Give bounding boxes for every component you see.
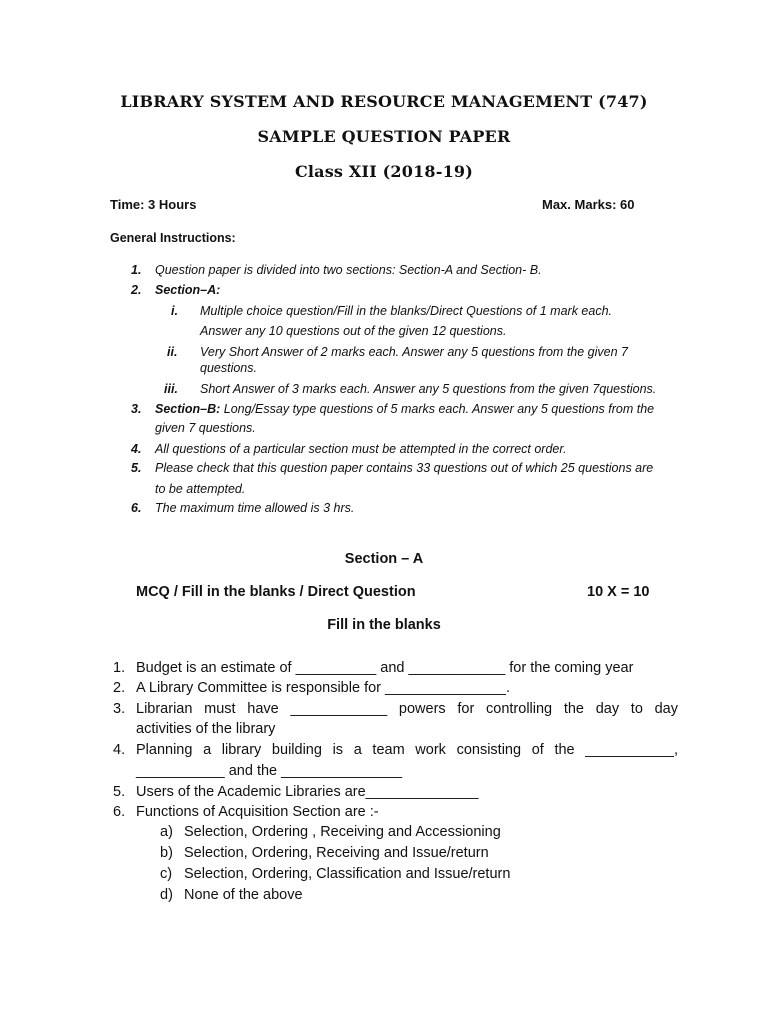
instruction-number: 2.	[131, 283, 142, 297]
instruction-text: given 7 questions.	[155, 421, 256, 435]
question-number: 6.	[113, 804, 126, 820]
instruction-text: to be attempted.	[155, 482, 246, 496]
instruction-text: Section–A:	[155, 283, 221, 297]
option-text: None of the above	[184, 887, 303, 903]
option-text: Selection, Ordering, Classification and Issue/return	[184, 866, 511, 882]
instructions-list	[0, 260, 768, 520]
paper-subtitle: SAMPLE QUESTION PAPER	[257, 127, 511, 146]
sub-instruction-text: Answer any 10 questions out of the given 12 questions.	[200, 324, 507, 338]
general-instructions-heading: General Instructions:	[110, 231, 236, 245]
instruction-number: 4.	[131, 442, 142, 456]
question-text: activities of the library	[136, 721, 276, 737]
sub-instruction-text: questions.	[200, 361, 257, 375]
question-text: Functions of Acquisition Section are :-	[136, 804, 379, 820]
section-subheading: MCQ / Fill in the blanks / Direct Question	[136, 584, 416, 600]
instruction-text: Please check that this question paper contains 33 questions out of which 25 questions are	[155, 461, 654, 475]
question-text: Budget is an estimate of __________ and ____________ for the coming year	[136, 660, 634, 676]
question-text: A Library Committee is responsible for _______________.	[136, 680, 511, 696]
max-marks-label: Max. Marks: 60	[542, 197, 635, 212]
option-label: c)	[160, 866, 173, 882]
option-text: Selection, Ordering, Receiving and Issue/return	[184, 845, 489, 861]
sub-instruction-text: Very Short Answer of 2 marks each. Answer any 5 questions from the given 7	[200, 345, 628, 359]
option-label: a)	[160, 824, 173, 840]
instruction-text: All questions of a particular section must be attempted in the correct order.	[155, 442, 567, 456]
instruction-number: 3.	[131, 402, 142, 416]
question-text: ___________ and the _______________	[136, 763, 403, 779]
instruction-bold: Section–B:	[155, 402, 221, 416]
sub-instruction-text: Multiple choice question/Fill in the blanks/Direct Questions of 1 mark each.	[200, 304, 612, 318]
instruction-text: The maximum time allowed is 3 hrs.	[155, 501, 355, 515]
sub-instruction-number: ii.	[167, 345, 178, 359]
question-number: 1.	[113, 660, 126, 676]
question-number: 2.	[113, 680, 126, 696]
question-number: 4.	[113, 742, 126, 758]
fill-blanks-heading: Fill in the blanks	[327, 617, 441, 633]
instruction-text: Question paper is divided into two sections: Section-A and Section- B.	[155, 263, 542, 277]
instruction-number: 1.	[131, 263, 142, 277]
time-label: Time: 3 Hours	[110, 197, 197, 212]
instruction-number: 6.	[131, 501, 142, 515]
instruction-number: 5.	[131, 461, 142, 475]
section-heading: Section – A	[344, 551, 424, 567]
option-label: d)	[160, 887, 173, 903]
instruction-text	[155, 399, 654, 419]
instruction-rest: Long/Essay type questions of 5 marks each. Answer any 5 questions from the	[220, 402, 655, 416]
option-label: b)	[160, 845, 173, 861]
sub-instruction-number: iii.	[164, 382, 178, 396]
option-text: Selection, Ordering , Receiving and Accessioning	[184, 824, 501, 840]
question-list	[0, 658, 768, 908]
class-label: Class XII (2018-19)	[294, 162, 474, 181]
question-text: Users of the Academic Libraries are______________	[136, 784, 479, 800]
question-number: 3.	[113, 701, 126, 717]
question-number: 5.	[113, 784, 126, 800]
question-text: Planning a library building is a team work consisting of the ___________,	[136, 742, 678, 758]
section-marks: 10 X = 10	[587, 584, 650, 600]
paper-title: LIBRARY SYSTEM AND RESOURCE MANAGEMENT (747)	[120, 92, 648, 111]
sub-instruction-text: Short Answer of 3 marks each. Answer any 5 questions from the given 7questions.	[200, 382, 657, 396]
sub-instruction-number: i.	[171, 304, 178, 318]
question-text: Librarian must have ____________ powers for controlling the day to day	[136, 701, 678, 717]
